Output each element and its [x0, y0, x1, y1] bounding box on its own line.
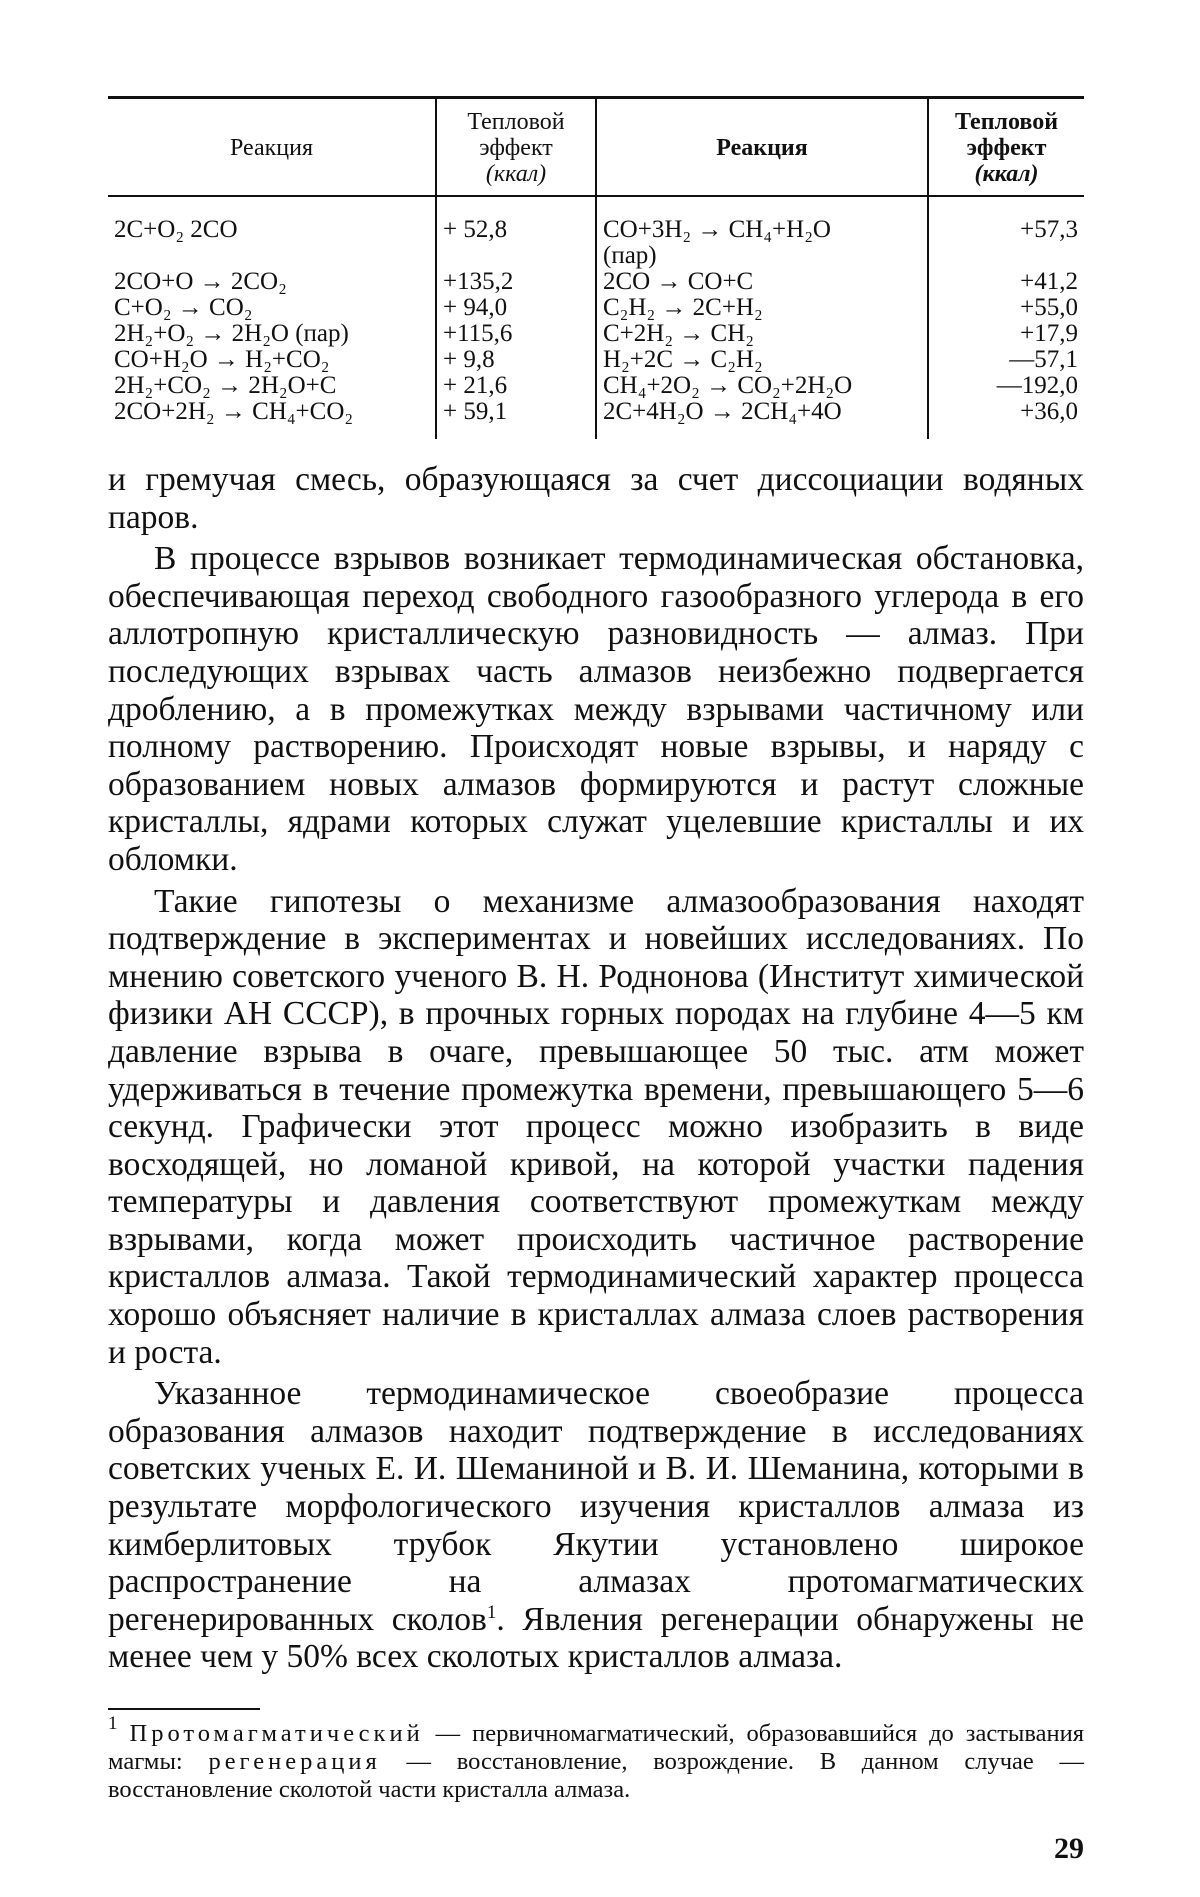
footnote-definition: — восстановление, возрождение. В данном случае — восстановление сколотой части кристалла алмаза.	[108, 1748, 1084, 1803]
heat-cell	[436, 243, 596, 269]
reaction-cell: CO+3H₂ → CH₄+H₂O	[596, 196, 928, 243]
heat-header-line1: Тепловой	[467, 109, 565, 135]
heat-cell: + 52,8	[436, 196, 596, 243]
body-text	[108, 461, 1084, 1676]
footnote-term: Протомагматический	[129, 1720, 424, 1747]
paragraph-continuation: и гремучая смесь, образующаяся за счет диссоциации водяных паров.	[108, 461, 1084, 536]
paragraph-explosions: В процессе взрывов возникает термодинамическая обстановка, обеспечивающая переход свободного газообразного углерода в его аллотропную кристаллическую разновидность — алмаз. При последующих взрывах часть алмазов неизбежно подвергается дроблению, а в промежутках между взрывами частичному или полному растворению. Происходят новые взрывы, и наряду с образованием новых алмазов формируются и растут сложные кристаллы, ядрами которых служат уцелевшие кристаллы и их обломки.	[108, 540, 1084, 878]
footnote-definition: — первичномагматический, образовавшийся до застывания магмы:	[108, 1720, 1085, 1775]
table-row	[108, 295, 1084, 321]
footnote-mark: 1	[108, 1713, 118, 1734]
reaction-cell: H₂+2C → C₂H₂	[596, 347, 928, 373]
table-row	[108, 196, 1084, 243]
page-number: 29	[1054, 1832, 1084, 1865]
heat-cell: +17,9	[928, 321, 1084, 347]
paragraph-text-tail: . Явления регенерации обнаружены не менее чем у 50% всех сколотых кристаллов алмаза.	[108, 1600, 1084, 1676]
heat-header-line2: эффект	[479, 135, 553, 161]
heat-cell: + 9,8	[436, 347, 596, 373]
footnote-reference: 1	[486, 1601, 497, 1623]
heat-cell: —57,1	[928, 347, 1084, 373]
table-header-row	[108, 98, 1084, 197]
footnote-divider	[108, 1708, 260, 1710]
heat-cell: +55,0	[928, 295, 1084, 321]
heat-cell: + 94,0	[436, 295, 596, 321]
table-row	[108, 347, 1084, 373]
table-row	[108, 321, 1084, 347]
heat-cell: +115,6	[436, 321, 596, 347]
paragraph-shemanin-study	[108, 1375, 1084, 1676]
reaction-cell: 2C+O₂ 2CO	[114, 216, 238, 243]
reaction-cell: 2CO → CO+C	[596, 269, 928, 295]
heat-cell: —192,0	[928, 373, 1084, 399]
table-row	[108, 399, 1084, 439]
paragraph-text: Указанное термодинамическое своеобразие процесса образования алмазов находит подтверждение в исследованиях советских ученых Е. И. Шеманиной и В. И. Шеманина, которыми в результате морфологического изучения кристаллов алмаза из кимберлитовых трубок Якутии установлено широкое распространение на алмазах протомагматических регенерированных сколов	[108, 1375, 1084, 1638]
heat-cell: +41,2	[928, 269, 1084, 295]
reaction-cell: 2H₂+CO₂ → 2H₂O+C	[114, 372, 337, 399]
heat-cell: +135,2	[436, 269, 596, 295]
heat-cell: +57,3	[928, 196, 1084, 243]
table-row	[108, 243, 1084, 269]
reaction-cell: 2CO+2H₂ → CH₄+CO₂	[114, 398, 354, 425]
reaction-cell: CO+H₂O → H₂+CO₂	[114, 346, 330, 373]
reaction-cell: C+2H₂ → CH₂	[596, 321, 928, 347]
reaction-heat-table	[108, 96, 1084, 439]
paragraph-hypotheses: Такие гипотезы о механизме алмазообразования находят подтверждение в экспериментах и новейших исследованиях. По мнению советского ученого В. Н. Роднонова (Институт химической физики АН СССР), в прочных горных породах на глубине 4—5 км давление взрыва в очаге, превышающее 50 тыс. атм может удерживаться в течение промежутка времени, превышающего 5—6 секунд. Графически этот процесс можно изобразить в виде восходящей, но ломаной кривой, на которой участки падения температуры и давления соответствуют промежуткам между взрывами, когда может происходить частичное растворение кристаллов алмаза. Такой термодинамический характер процесса хорошо объясняет наличие в кристаллах алмаза слоев растворения и роста.	[108, 882, 1084, 1371]
reaction-header-right: Реакция	[596, 98, 928, 197]
heat-header-right	[928, 98, 1084, 197]
reaction-header-left: Реакция	[229, 135, 313, 161]
reaction-cell: C₂H₂ → 2C+H₂	[596, 295, 928, 321]
reaction-cell: C+O₂ → CO₂	[114, 294, 253, 321]
table-row	[108, 373, 1084, 399]
heat-header-line2: эффект	[966, 135, 1047, 161]
heat-cell	[928, 243, 1084, 269]
reaction-cell: 2H₂+O₂ → 2H₂O (пар)	[114, 320, 349, 347]
footnote	[108, 1713, 1085, 1804]
reaction-cell	[108, 243, 436, 269]
heat-header-unit: (ккал)	[485, 161, 547, 187]
table-row	[108, 269, 1084, 295]
reaction-cell: 2C+4H₂O → 2CH₄+4O	[596, 399, 928, 439]
heat-cell: + 21,6	[436, 373, 596, 399]
heat-header-unit: (ккал)	[974, 161, 1039, 187]
heat-cell: +36,0	[928, 399, 1084, 439]
book-page	[108, 96, 1084, 1804]
heat-header-line1: Тепловой	[954, 109, 1059, 135]
reaction-cell: (пар)	[596, 243, 928, 269]
footnote-term: регенерация	[208, 1748, 381, 1775]
reaction-cell: 2CO+O → 2CO₂	[114, 268, 287, 295]
reaction-cell: CH₄+2O₂ → CO₂+2H₂O	[596, 373, 928, 399]
heat-header-left	[436, 98, 596, 197]
heat-cell: + 59,1	[436, 399, 596, 439]
